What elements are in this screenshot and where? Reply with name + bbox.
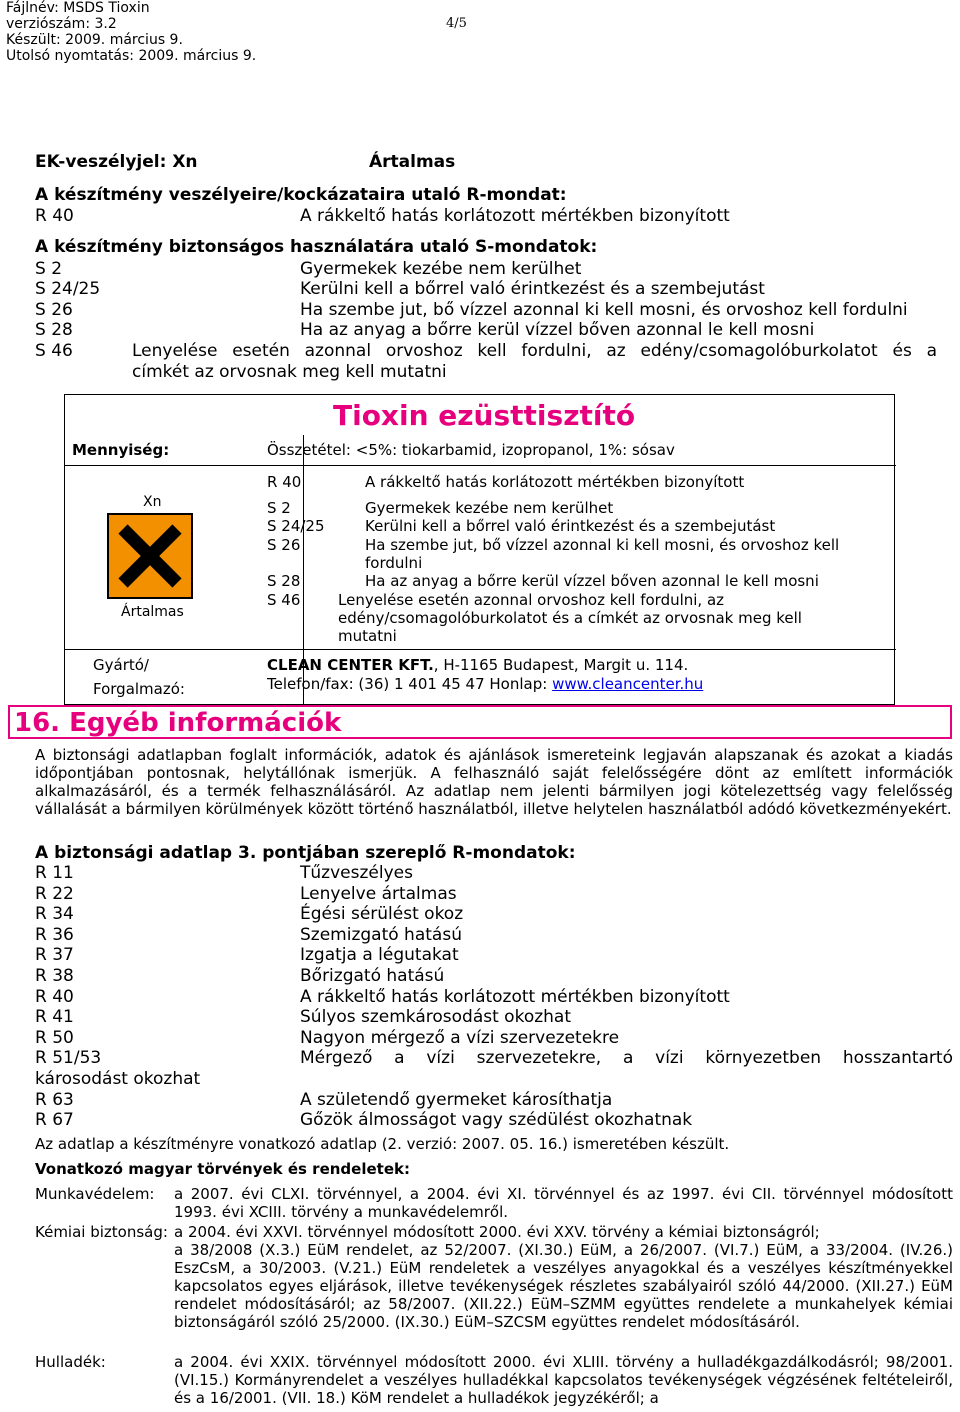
disclaimer-paragraph: A biztonsági adatlapban foglalt információk, adatok és ajánlások ismereteink legjaván alapszanak és azokat a kiadás időpontjában pontosnak, helytállónak ismerjük. A felhasználó saját felelősségére dönt az említett információk alkalmazásáról, és a termék felhasználásáról. Az adatlap nem jelenti bármilyen jogi kötelezettség vagy felelősség vállalását a bármilyen körülmények között történő használatból, illetve helytelen használatból adódó következményekért. xyxy=(35,746,953,818)
r-text: A rákkeltő hatás korlátozott mértékben bizonyított xyxy=(300,206,730,226)
s-code: S 24/25 xyxy=(35,279,101,299)
label-s46-line2: edény/csomagolóburkolatot és a címkét az orvosnak meg kell xyxy=(338,609,802,627)
r-list-text: Bőrizgató hatású xyxy=(300,966,445,986)
r-list-text: A rákkeltő hatás korlátozott mértékben bizonyított xyxy=(300,987,730,1007)
s-text: Ha az anyag a bőrre kerül vízzel bőven azonnal le kell mosni xyxy=(300,320,815,340)
r-heading: A készítmény veszélyeire/kockázataira utaló R-mondat: xyxy=(35,185,567,205)
label-phrase-text: Kerülni kell a bőrrel való érintkezést és a szembejutást xyxy=(365,517,776,535)
r-list-text: Izgatja a légutakat xyxy=(300,945,459,965)
contact-line xyxy=(267,675,703,693)
hazard-name: Ártalmas xyxy=(121,604,184,620)
r-list-text: A születendő gyermeket károsíthatja xyxy=(300,1090,613,1110)
law-text: a 38/2008 (X.3.) EüM rendelet, az 52/2007. (XI.30.) EüM, a 26/2007. (VI.7.) EüM, a 33/2004. (IV.26.) EszCsM, a 30/2003. (V.21.) EüM rendeletek a veszélyes anyagokkal és a veszélyes készítményekkel kapcsolatos egyes eljárások, illetve tevékenységek részletes szabályairól szóló 44/2000. (XII.27.) EüM rendelet módosításáról; az 58/2007. (XII.22.) EüM–SZMM együttes rendelete a munkahelyek kémiai biztonságáról szóló 25/2000. (IX.30.) EüM–SZCSM együttes rendelet módosításáról. xyxy=(174,1241,953,1331)
header-version: verziószám: 3.2 xyxy=(6,16,117,32)
s-code: S 28 xyxy=(35,320,73,340)
r-list-text: Tűzveszélyes xyxy=(300,863,413,883)
ek-value: Ártalmas xyxy=(369,152,456,172)
page-number: 4/5 xyxy=(446,16,467,31)
company-address: , H-1165 Budapest, Margit u. 114. xyxy=(433,656,689,674)
header-printed: Utolsó nyomtatás: 2009. március 9. xyxy=(6,48,257,64)
r-list-text-cont: károsodást okozhat xyxy=(35,1069,201,1089)
header-created: Készült: 2009. március 9. xyxy=(6,32,183,48)
label-phrase-text: Ha szembe jut, bő vízzel azonnal ki kell mosni, és orvoshoz kell xyxy=(365,536,840,554)
label-phrase-text: Ha az anyag a bőrre kerül vízzel bőven azonnal le kell mosni xyxy=(365,572,819,590)
laws-heading: Vonatkozó magyar törvények és rendeletek: xyxy=(35,1160,410,1178)
r-list-code: R 40 xyxy=(35,987,74,1007)
r-code: R 40 xyxy=(35,206,74,226)
r-list-code: R 38 xyxy=(35,966,74,986)
quantity-label: Mennyiség: xyxy=(72,441,170,459)
law-text: a 2004. évi XXVI. törvénnyel módosított 2000. évi XXV. törvény a kémiai biztonságról; xyxy=(174,1223,820,1241)
hazard-cross-icon xyxy=(107,513,193,599)
s-text: Gyermekek kezébe nem kerülhet xyxy=(300,259,582,279)
s46-line1: Lenyelése esetén azonnal orvoshoz kell fordulni, az edény/csomagolóburkolatot és a xyxy=(132,341,937,361)
r-list-code: R 11 xyxy=(35,863,74,883)
product-label xyxy=(64,394,895,705)
r-list-code: R 36 xyxy=(35,925,74,945)
hazard-code: Xn xyxy=(143,494,162,510)
label-phrase-text: fordulni xyxy=(365,554,423,572)
label-phrase-code: S 24/25 xyxy=(267,517,325,535)
section-16-heading xyxy=(8,705,952,739)
r-list-text: Lenyelve ártalmas xyxy=(300,884,457,904)
composition: Összetétel: <5%: tiokarbamid, izopropanol, 1%: sósav xyxy=(267,441,675,459)
law-label: Hulladék: xyxy=(35,1353,106,1371)
s-heading: A készítmény biztonságos használatára utaló S-mondatok: xyxy=(35,237,598,257)
label-phrase-code: S 26 xyxy=(267,536,301,554)
ek-label: EK-veszélyjel: Xn xyxy=(35,152,198,172)
r-list-text: Nagyon mérgező a vízi szervezetekre xyxy=(300,1028,620,1048)
company-line xyxy=(267,656,688,674)
manufacturer-label: Gyártó/ xyxy=(93,656,149,674)
section-16-title: 16. Egyéb információk xyxy=(14,708,342,738)
website-link[interactable]: www.cleancenter.hu xyxy=(552,675,704,693)
r-list-code: R 67 xyxy=(35,1110,74,1130)
law-text: a 2004. évi XXIX. törvénnyel módosított 2000. évi XLIII. törvény a hulladékgazdálkodásról; 98/2001.(VI.15.) Kormányrendelet a veszélyes hulladékkal kapcsolatos tevékenységek végzésének feltételeiről, és a 16/2001. (VII. 18.) KöM rendelet a hulladékok jegyzékéről; a xyxy=(174,1353,953,1407)
r-list-text: Égési sérülést okoz xyxy=(300,904,464,924)
r-list-code: R 51/53 xyxy=(35,1048,102,1068)
s46-code: S 46 xyxy=(35,341,73,361)
s-code: S 2 xyxy=(35,259,63,279)
law-text: a 2007. évi CLXI. törvénnyel, a 2004. évi XI. törvénnyel és az 1997. évi CII. törvénnyel módosított 1993. évi XCIII. törvény a munkavédelemről. xyxy=(174,1185,953,1221)
distributor-label: Forgalmazó: xyxy=(93,680,185,698)
label-row-divider xyxy=(65,649,896,650)
label-s46-code: S 46 xyxy=(267,591,301,609)
r-list-code: R 41 xyxy=(35,1007,74,1027)
label-row-divider xyxy=(65,465,896,466)
label-phrase-text: A rákkeltő hatás korlátozott mértékben bizonyított xyxy=(365,473,745,491)
label-phrase-code: S 2 xyxy=(267,499,291,517)
r-list-text: Gőzök álmosságot vagy szédülést okozhatnak xyxy=(300,1110,693,1130)
label-s46-line3: mutatni xyxy=(338,627,397,645)
company-name: CLEAN CENTER KFT. xyxy=(267,656,434,674)
r-list-code: R 63 xyxy=(35,1090,74,1110)
law-label: Kémiai biztonság: xyxy=(35,1223,168,1241)
header-filename: Fájlnév: MSDS Tioxin xyxy=(6,0,150,16)
r-list-code: R 37 xyxy=(35,945,74,965)
r-list-code: R 50 xyxy=(35,1028,74,1048)
source-note: Az adatlap a készítményre vonatkozó adatlap (2. verzió: 2007. 05. 16.) ismeretében készült. xyxy=(35,1135,730,1153)
label-s46-line1: Lenyelése esetén azonnal orvoshoz kell fordulni, az xyxy=(338,591,725,609)
r-list-text: Mérgező a vízi szervezetekre, a vízi környezetben hosszantartó xyxy=(300,1048,953,1068)
s-text: Kerülni kell a bőrrel való érintkezést és a szembejutást xyxy=(300,279,765,299)
label-phrase-code: R 40 xyxy=(267,473,302,491)
label-phrase-text: Gyermekek kezébe nem kerülhet xyxy=(365,499,614,517)
r-list-text: Szemizgató hatású xyxy=(300,925,462,945)
law-label: Munkavédelem: xyxy=(35,1185,155,1203)
contact-text: Telefon/fax: (36) 1 401 45 47 Honlap: xyxy=(267,675,553,693)
label-title: Tioxin ezüsttisztító xyxy=(333,399,636,432)
s-text: Ha szembe jut, bő vízzel azonnal ki kell mosni, és orvoshoz kell fordulni xyxy=(300,300,908,320)
r-list-text: Súlyos szemkárosodást okozhat xyxy=(300,1007,572,1027)
s-code: S 26 xyxy=(35,300,73,320)
r-list-code: R 22 xyxy=(35,884,74,904)
r-list-code: R 34 xyxy=(35,904,74,924)
r-list-heading: A biztonsági adatlap 3. pontjában szereplő R-mondatok: xyxy=(35,843,576,863)
label-phrase-code: S 28 xyxy=(267,572,301,590)
s46-line2: címkét az orvosnak meg kell mutatni xyxy=(132,362,447,382)
